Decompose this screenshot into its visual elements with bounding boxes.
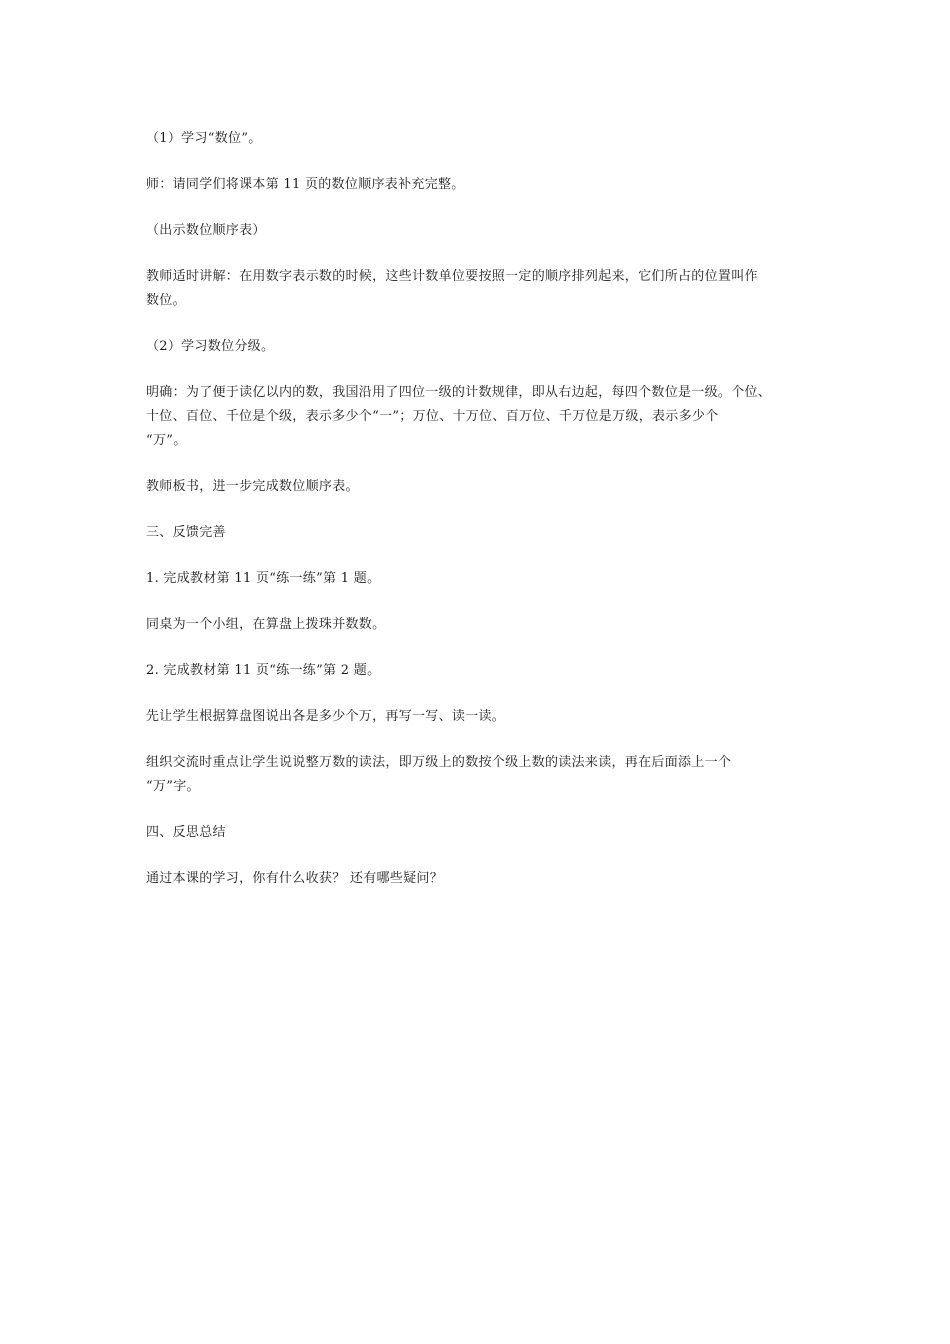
text-line: 同桌为一个小组，在算盘上拨珠并数数。 [146, 617, 386, 632]
text-line: 先让学生根据算盘图说出各是多少个万，再写一写、读一读。 [146, 709, 506, 724]
paragraph-learn-place-value [146, 127, 816, 151]
paragraph-exercise-2 [146, 659, 816, 683]
paragraph-abacus-reading [146, 705, 816, 729]
paragraph-teacher-instruction [146, 173, 816, 197]
document-body [146, 127, 816, 913]
text-line: 1. 完成教材第 11 页“练一练”第 1 题。 [146, 571, 381, 586]
text-line: 教师适时讲解：在用数字表示数的时候，这些计数单位要按照一定的顺序排列起来，它们所占的位置叫作 [146, 269, 758, 284]
paragraph-summary-question [146, 867, 816, 891]
text-line: 三、反馈完善 [146, 525, 226, 540]
text-line: （出示数位顺序表） [146, 223, 266, 238]
section-heading-reflection [146, 821, 816, 845]
text-line: 通过本课的学习，你有什么收获？ 还有哪些疑问？ [146, 871, 444, 886]
text-line: “万”字。 [146, 779, 200, 794]
text-line: （2）学习数位分级。 [146, 339, 275, 354]
paragraph-show-table [146, 219, 816, 243]
text-line: 十位、百位、千位是个级，表示多少个“一”；万位、十万位、百万位、千万位是万级，表示多少个 [146, 409, 719, 424]
paragraph-board-writing [146, 475, 816, 499]
paragraph-teacher-explanation [146, 265, 816, 313]
text-line: （1）学习“数位”。 [146, 131, 262, 146]
paragraph-clarification [146, 381, 816, 453]
text-line: 明确：为了便于读亿以内的数，我国沿用了四位一级的计数规律，即从右边起，每四个数位是一级。个位、 [146, 385, 772, 400]
text-line: 组织交流时重点让学生说说整万数的读法，即万级上的数按个级上数的读法来读，再在后面添上一个 [146, 755, 732, 770]
paragraph-exercise-1 [146, 567, 816, 591]
text-line: 2. 完成教材第 11 页“练一练”第 2 题。 [146, 663, 381, 678]
section-heading-feedback [146, 521, 816, 545]
text-line: 四、反思总结 [146, 825, 226, 840]
paragraph-learn-grouping [146, 335, 816, 359]
paragraph-discussion [146, 751, 816, 799]
text-line: 师：请同学们将课本第 11 页的数位顺序表补充完整。 [146, 177, 465, 192]
text-line: 教师板书，进一步完成数位顺序表。 [146, 479, 359, 494]
text-line: “万”。 [146, 433, 187, 448]
text-line: 数位。 [146, 293, 186, 308]
paragraph-abacus-activity [146, 613, 816, 637]
